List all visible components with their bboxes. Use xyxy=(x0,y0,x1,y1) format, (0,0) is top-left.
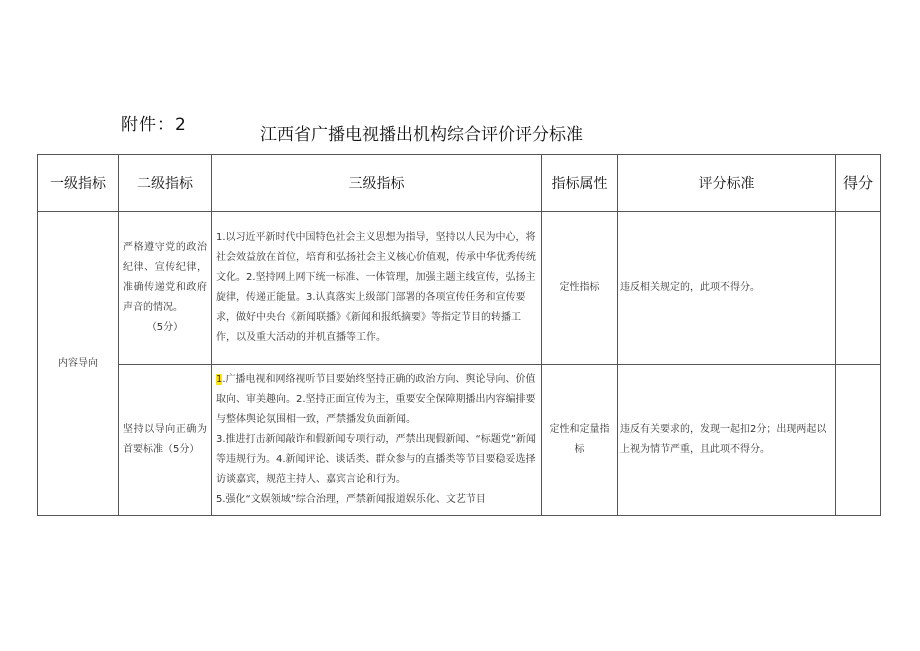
attribute-text: 定性和定量指标 xyxy=(549,424,610,455)
document-title: 江西省广播电视播出机构综合评价评分标准 xyxy=(260,125,583,145)
table-row xyxy=(38,212,881,365)
level3-item: 1.广播电视和网络视听节目要始终坚持正确的政治方向、舆论导向、价值取向、审美趣向。2.坚持正面宣传为主，重要安全保障期播出内容编排要与整体舆论氛围相一致，严禁播发负面新闻。 xyxy=(216,374,536,425)
col-header-level1: 一级指标 xyxy=(38,155,119,212)
attribute-cell xyxy=(542,365,618,516)
level3-item: 5.强化“文娱领域”综合治理，严禁新闻报道娱乐化、文艺节目 xyxy=(216,494,486,505)
score-cell[interactable] xyxy=(836,365,881,516)
level3-text: 1.以习近平新时代中国特色社会主义思想为指导，坚持以人民为中心，将社会效益放在首位，培育和弘扬社会主义核心价值观，传承中华优秀传统文化。2.坚持网上网下统一标准、一体管理，加强主题主线宣传，弘扬主旋律，传递正能量。3.认真落实上级部门部署的各项宣传任务和宣传要求，做好中央台《新闻联播》《新闻和报纸摘要》等指定节目的转播工作，以及重大活动的并机直播等工作。 xyxy=(216,232,536,343)
level3-cell xyxy=(212,212,542,365)
standard-cell xyxy=(618,212,836,365)
level2-cell xyxy=(119,365,212,516)
level2-text: 坚持以导向正确为首要标准（5分） xyxy=(123,424,207,455)
score-cell[interactable] xyxy=(836,212,881,365)
col-header-standard: 评分标准 xyxy=(618,155,836,212)
attachment-label: 附件：2 xyxy=(121,115,187,135)
col-header-level2: 二级指标 xyxy=(119,155,212,212)
level2-points: （5分） xyxy=(146,322,184,333)
standard-text: 违反相关规定的，此项不得分。 xyxy=(620,282,760,293)
table-row xyxy=(38,365,881,516)
level3-item: 3.推进打击新闻敲诈和假新闻专项行动，严禁出现假新闻、“标题党”新闻等违规行为。4.新闻评论、谈话类、群众参与的直播类等节目要稳妥选择访谈嘉宾，规范主持人、嘉宾言论和行为。 xyxy=(216,434,536,485)
col-header-level3: 三级指标 xyxy=(212,155,542,212)
highlight-marker: 1 xyxy=(216,374,223,385)
level2-cell xyxy=(119,212,212,365)
level2-text: 严格遵守党的政治纪律、宣传纪律，准确传递党和政府声音的情况。 xyxy=(123,242,207,313)
level1-cell xyxy=(38,212,119,516)
attribute-cell xyxy=(542,212,618,365)
table-header-row xyxy=(38,155,881,212)
standard-cell xyxy=(618,365,836,516)
level1-text: 内容导向 xyxy=(58,357,98,369)
col-header-score: 得分 xyxy=(836,155,881,212)
standard-text: 违反有关要求的，发现一起扣2分；出现两起以上视为情节严重，且此项不得分。 xyxy=(620,424,827,455)
scoring-table xyxy=(37,154,881,516)
attribute-text: 定性指标 xyxy=(559,282,600,293)
col-header-attribute: 指标属性 xyxy=(542,155,618,212)
level3-cell xyxy=(212,365,542,516)
